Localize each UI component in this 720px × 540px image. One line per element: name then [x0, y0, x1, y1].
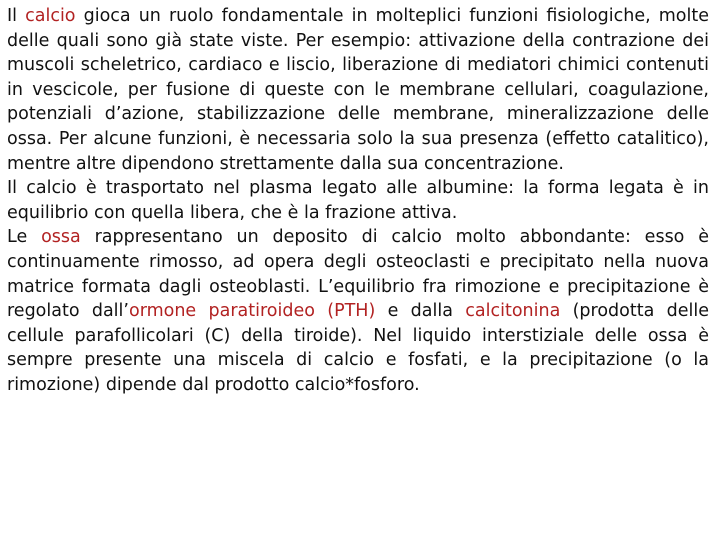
- highlight-term-ossa: ossa: [41, 227, 81, 248]
- highlight-term-calcitonina: calcitonina: [465, 301, 561, 322]
- text-segment: (prodotta delle cellule parafollicolari (C) della tiroide). Nel liquido interstiziale delle ossa è sempre presente una miscela di calcio e fosfati, e la precipitazione (o la rimozione) dipende dal prodotto calcio*fosforo.: [7, 301, 709, 395]
- text-segment: Le: [7, 227, 42, 248]
- text-segment: e dalla: [375, 301, 466, 322]
- paragraph-bone-deposit: [7, 225, 709, 397]
- highlight-term-pth: ormone paratiroideo (PTH): [128, 301, 376, 322]
- paragraph-calcium-transport: [7, 176, 709, 225]
- highlight-term-calcio: calcio: [25, 6, 76, 26]
- text-segment: Il calcio è trasportato nel plasma legato alle albumine: la forma legata è in equilibrio con quella libera, che è la frazione attiva.: [7, 178, 709, 223]
- text-segment: rappresentano un deposito di calcio molto abbondante: esso è continuamente rimosso, ad opera degli osteoclasti e precipitato nella nuova matrice formata dagli osteoblasti. L’equilibrio fra rimozione e precipitazione è regolato dall’: [7, 227, 709, 322]
- text-segment: Il: [7, 6, 26, 26]
- text-segment: gioca un ruolo fondamentale in molteplici funzioni fisiologiche, molte delle quali sono già state viste. Per esempio: attivazione della contrazione dei muscoli scheletrico, cardiaco e liscio, liberazione di mediatori chimici contenuti in vescicole, per fusione di queste con le membrane cellulari, coagulazione, potenziali d’azione, stabilizzazione delle membrane, mineralizzazione delle ossa. Per alcune funzioni, è necessaria solo la sua presenza (effetto catalitico), mentre altre dipendono strettamente dalla sua concentrazione.: [7, 6, 709, 174]
- paragraph-calcium-functions: [7, 4, 709, 176]
- document-body: [7, 4, 709, 398]
